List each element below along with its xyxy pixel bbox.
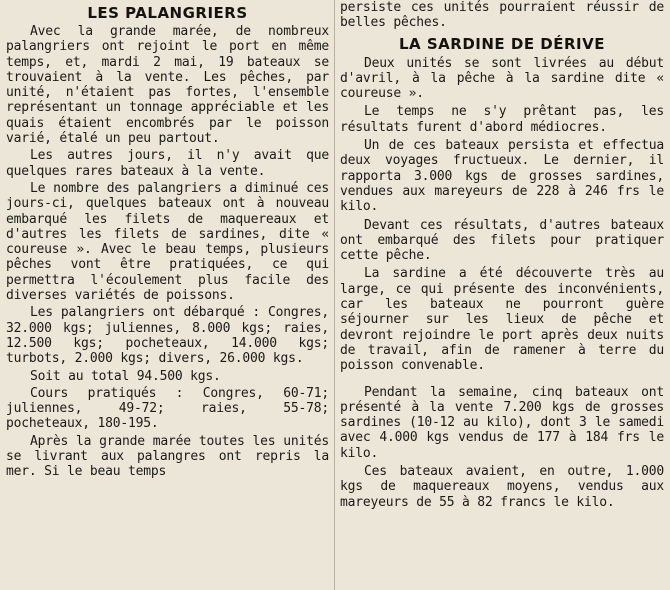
- paragraph: Un de ces bateaux persista et effectua deux voyages fructueux. Le dernier, il rapporta 3.000 kgs de grosses sardines, vendues aux mareyeurs de 228 à 246 frs le kilo.: [340, 138, 664, 215]
- article-title-palangriers: LES PALANGRIERS: [87, 4, 248, 22]
- paragraph: Ces bateaux avaient, en outre, 1.000 kgs de maquereaux moyens, vendus aux mareyeurs de 55 à 82 francs le kilo.: [340, 464, 664, 510]
- right-column: [340, 0, 664, 590]
- article-title-sardine: LA SARDINE DE DÉRIVE: [398, 34, 605, 53]
- column-divider: [334, 0, 335, 590]
- paragraph-continuation: persiste ces unités pourraient réussir de belles pêches.: [340, 0, 664, 31]
- paragraph: Pendant la semaine, cinq bateaux ont présenté à la vente 7.200 kgs de grosses sardines (10-12 au kilo), dont 3 le samedi avec 4.000 kgs vendus de 177 à 184 frs le kilo.: [340, 384, 664, 461]
- paragraph: Les palangriers ont débarqué : Congres, 32.000 kgs; juliennes, 8.000 kgs; raies, 12.500 kgs; pocheteaux, 14.000 kgs; turbots, 2.000 kgs; divers, 26.000 kgs.: [6, 305, 329, 367]
- paragraph: Les autres jours, il n'y avait que quelques rares bateaux à la vente.: [6, 148, 329, 179]
- paragraph: Le nombre des palangriers a diminué ces jours-ci, quelques bateaux ont à nouveau embarqué les filets de maquereaux et d'autres les filets de sardines, dite « coureuse ». Avec le beau temps, plusieurs pêches vont être pratiquées, ce qui permettra l'écoulement plus facile des diverses variétés de poissons.: [6, 180, 329, 304]
- paragraph-gap: [340, 377, 664, 385]
- paragraph: Devant ces résultats, d'autres bateaux ont embarqué des filets pour pratiquer cette pêche.: [340, 217, 664, 264]
- paragraph: Soit au total 94.500 kgs.: [30, 368, 221, 384]
- left-column: [6, 0, 329, 590]
- paragraph: Deux unités se sont livrées au début d'avril, à la pêche à la sardine dite « coureuse ».: [340, 55, 664, 102]
- paragraph: La sardine a été découverte très au large, ce qui présente des inconvénients, car les bateaux ne pourront guère séjourner sur les lieux de pêche et devront rejoindre le port après deux nuits de travail, afin de ramener à terre du poisson convenable.: [340, 266, 664, 374]
- paragraph: Avec la grande marée, de nombreux palangriers ont rejoint le port en même temps, et, mardi 2 mai, 19 bateaux se trouvaient à la vente. Les pêches, par unité, n'étaient pas fortes, l'ensemble représentant un tonnage appréciable et les quais étaient encombrés par le poisson varié, étalé un peu partout.: [6, 24, 329, 147]
- paragraph: Après la grande marée toutes les unités se livrant aux palangres ont repris la mer. Si le beau temps: [6, 433, 329, 480]
- paragraph: Le temps ne s'y prêtant pas, les résultats furent d'abord médiocres.: [340, 104, 664, 135]
- paragraph: Cours pratiqués : Congres, 60-71; juliennes, 49-72; raies, 55-78; pocheteaux, 180-195.: [6, 385, 329, 432]
